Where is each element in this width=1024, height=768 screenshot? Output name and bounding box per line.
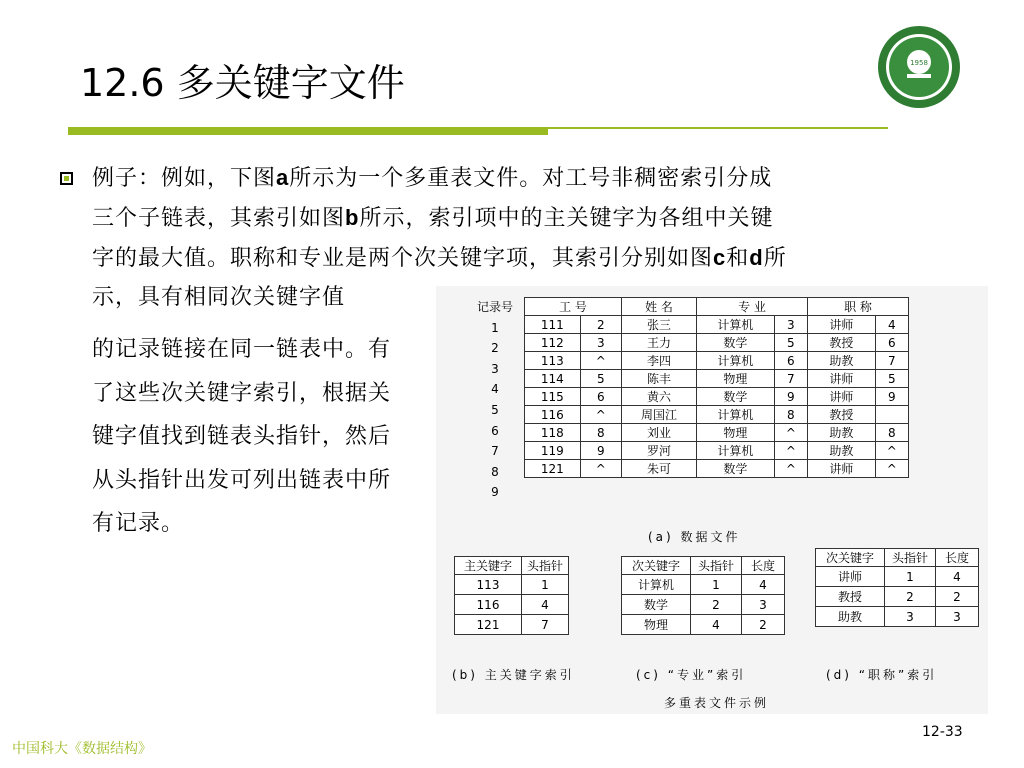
caption-c: (c) “专业”索引 [636, 668, 747, 682]
bullet-icon [60, 172, 73, 185]
table-row: 113 1 [455, 575, 569, 595]
table-row: 数学 2 3 [622, 595, 785, 615]
caption-a: (a) 数据文件 [648, 530, 741, 544]
table-row: 116 4 [455, 595, 569, 615]
table-row: 计算机 1 4 [622, 575, 785, 595]
logo-year: 1958 [910, 59, 928, 67]
caption-b: (b) 主关键字索引 [452, 668, 575, 682]
table-row: 111 2 张三 计算机 3 讲师 4 [525, 316, 909, 334]
data-file-table [524, 297, 909, 478]
table-row: 121 7 [455, 615, 569, 635]
primary-index-table: 主关键字 头指针 113 1 116 4 121 7 [454, 556, 569, 635]
table-row: 119 9 罗河 计算机 ^ 助教 ^ [525, 442, 909, 460]
table-row: 115 6 黄六 数学 9 讲师 9 [525, 388, 909, 406]
table-row: 物理 4 2 [622, 615, 785, 635]
record-number-column: 记录号 1 2 3 4 5 6 7 8 9 [476, 300, 513, 500]
intro-paragraph: 例子：例如，下图a所示为一个多重表文件。对工号非稠密索引分成 三个子链表，其索引如图b所示，索引项中的主关键字为各组中关键 字的最大值。职称和专业是两个次关键字项，其索引分别如图c和d所 示，具有相同次关键字值 [92, 165, 787, 310]
table-row: 助教 3 3 [816, 607, 979, 627]
slide-title: 12.6 多关键字文件 [80, 61, 405, 105]
figure-caption: 多重表文件示例 [664, 696, 770, 710]
table-row: 讲师 1 4 [816, 567, 979, 587]
table-row: 116 ^ 周国江 计算机 8 教授 [525, 406, 909, 424]
caption-d: (d) “职称”索引 [826, 668, 938, 682]
table-row: 121 ^ 朱可 数学 ^ 讲师 ^ [525, 460, 909, 478]
table-row: 118 8 刘业 物理 ^ 助教 8 [525, 424, 909, 442]
university-logo [876, 24, 962, 110]
title-index-table: 次关键字 头指针 长度 讲师 1 4 教授 2 2 助教 3 3 [815, 548, 979, 627]
title-rule-thin [548, 127, 888, 129]
footer-course-name: 中国科大《数据结构》 [12, 741, 152, 757]
table-row: 112 3 王力 数学 5 教授 6 [525, 334, 909, 352]
table-row: 114 5 陈丰 物理 7 讲师 5 [525, 370, 909, 388]
table-row: 113 ^ 李四 计算机 6 助教 7 [525, 352, 909, 370]
page-number: 12-33 [922, 724, 963, 740]
title-rule-thick [68, 127, 548, 135]
major-index-table: 次关键字 头指针 长度 计算机 1 4 数学 2 3 物理 4 2 [621, 556, 785, 635]
table-row: 教授 2 2 [816, 587, 979, 607]
wrap-text: 的记录链接在同一链表中。有 了这些次关键字索引，根据关 键字值找到链表头指针，然后 从头指针出发可列出链表中所 有记录。 [92, 337, 392, 536]
table-header-row: 工 号 姓 名 专 业 职 称 [525, 298, 909, 316]
